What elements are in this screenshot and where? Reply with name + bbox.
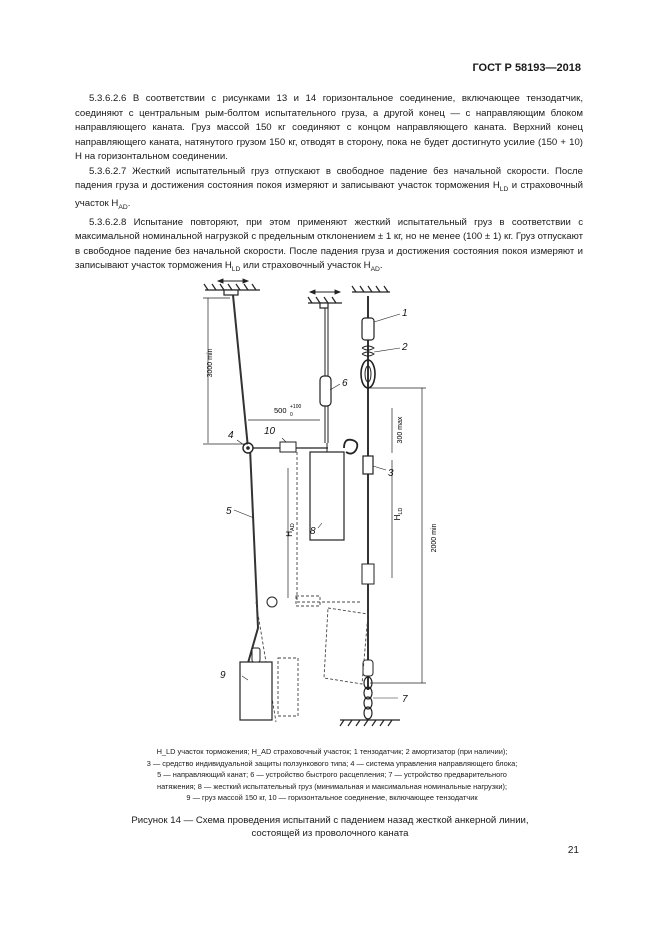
paragraph-5-3-6-2-7: 5.3.6.2.7 Жесткий испытательный груз отпускают в свободное падение без начальной скорости. После падения груза и достижения состояния покоя измеряют и записывают участок торможения $H_{LD}$ и страховочный участок $H_{AD}$. xyxy=(75,165,583,212)
dim-hld: $H_{LD}$ xyxy=(393,507,404,521)
label-4: 4 xyxy=(228,430,234,441)
legend-line: 5 — направляющий канат; 6 — устройство быстрого расцепления; 7 — устройство предварительного xyxy=(157,770,507,780)
load-cell-top xyxy=(362,318,374,340)
body-text xyxy=(75,92,583,278)
test-scheme-figure xyxy=(200,278,450,740)
label-6: 6 xyxy=(342,378,348,389)
label-8: 8 xyxy=(310,526,316,537)
label-10: 10 xyxy=(264,426,276,437)
fall-arrester xyxy=(363,456,373,474)
legend-line: 9 — груз массой 150 кг, 10 — горизонтальное соединение, включающее тензодатчик xyxy=(186,793,478,803)
ceiling-left xyxy=(204,284,260,295)
dim-500: 500 xyxy=(274,406,287,415)
page-number: 21 xyxy=(567,845,579,856)
legend-line: H_LD участок торможения; H_AD страховочный участок; 1 тензодатчик; 2 амортизатор (при наличии); xyxy=(156,747,508,756)
weight-150kg xyxy=(240,662,272,720)
ceiling-right xyxy=(352,286,390,292)
ceiling-middle xyxy=(308,297,342,308)
label-2: 2 xyxy=(402,342,408,353)
label-7: 7 xyxy=(402,694,408,705)
load-cell-horizontal xyxy=(280,442,296,452)
legend-line: 3 — средство индивидуальной защиты ползункового типа; 4 — система управления направляющего блока; xyxy=(146,758,518,768)
guide-rope xyxy=(233,295,258,663)
ground xyxy=(340,720,400,726)
label-3: 3 xyxy=(388,468,394,479)
figure-caption: Рисунок 14 — Схема проведения испытаний с падением назад жесткой анкерной линии, состоящей из проволочного каната xyxy=(131,815,529,839)
document-header: ГОСТ Р 58193—2018 xyxy=(472,62,581,74)
dim-300-max: 300 max xyxy=(397,416,404,444)
figure-legend xyxy=(92,746,572,804)
dim-had: $H_{AD}$ xyxy=(285,523,296,537)
legend-line: натяжения; 8 — жесткий испытательный груз (минимальная и максимальная номинальные нагрузки); xyxy=(156,781,507,791)
label-5: 5 xyxy=(226,506,232,517)
dim-500-sup: +100 xyxy=(290,404,302,410)
dim-2000-min: 2000 min xyxy=(431,523,438,553)
label-9: 9 xyxy=(220,670,226,681)
dim-500-sub: 0 xyxy=(290,412,293,418)
label-1: 1 xyxy=(402,308,408,319)
quick-release-device xyxy=(320,376,331,406)
paragraph-5-3-6-2-8: 5.3.6.2.8 Испытание повторяют, при этом применяют жесткий испытательный груз в соответствии с максимальной номинальной нагрузкой с предельным отклонением ± 1 кг, но не менее (100 ± 1) кг. Груз отпускают в свободное падение без начальной скорости. После падения груза и достижения состояния покоя измеряют и записывают участок торможения $H_{LD}$ или страховочный участок $H_{AD}$. xyxy=(75,216,583,274)
dim-3000-min: 3000 min xyxy=(207,348,214,378)
paragraph-5-3-6-2-6: 5.3.6.2.6 В соответствии с рисунками 13 и 14 горизонтальное соединение, включающее тензодатчик, соединяют с центральным рым-болтом испытательного груза, а другой конец — с направляющим блоком направляющего каната. Груз массой 150 кг соединяют с концом направляющего каната. Верхний конец направляющего каната, натянутого грузом 150 кг, отводят в сторону, пока не будет достигнуто усилие (150 + 10) Н на горизонтальном соединении. xyxy=(75,93,583,162)
